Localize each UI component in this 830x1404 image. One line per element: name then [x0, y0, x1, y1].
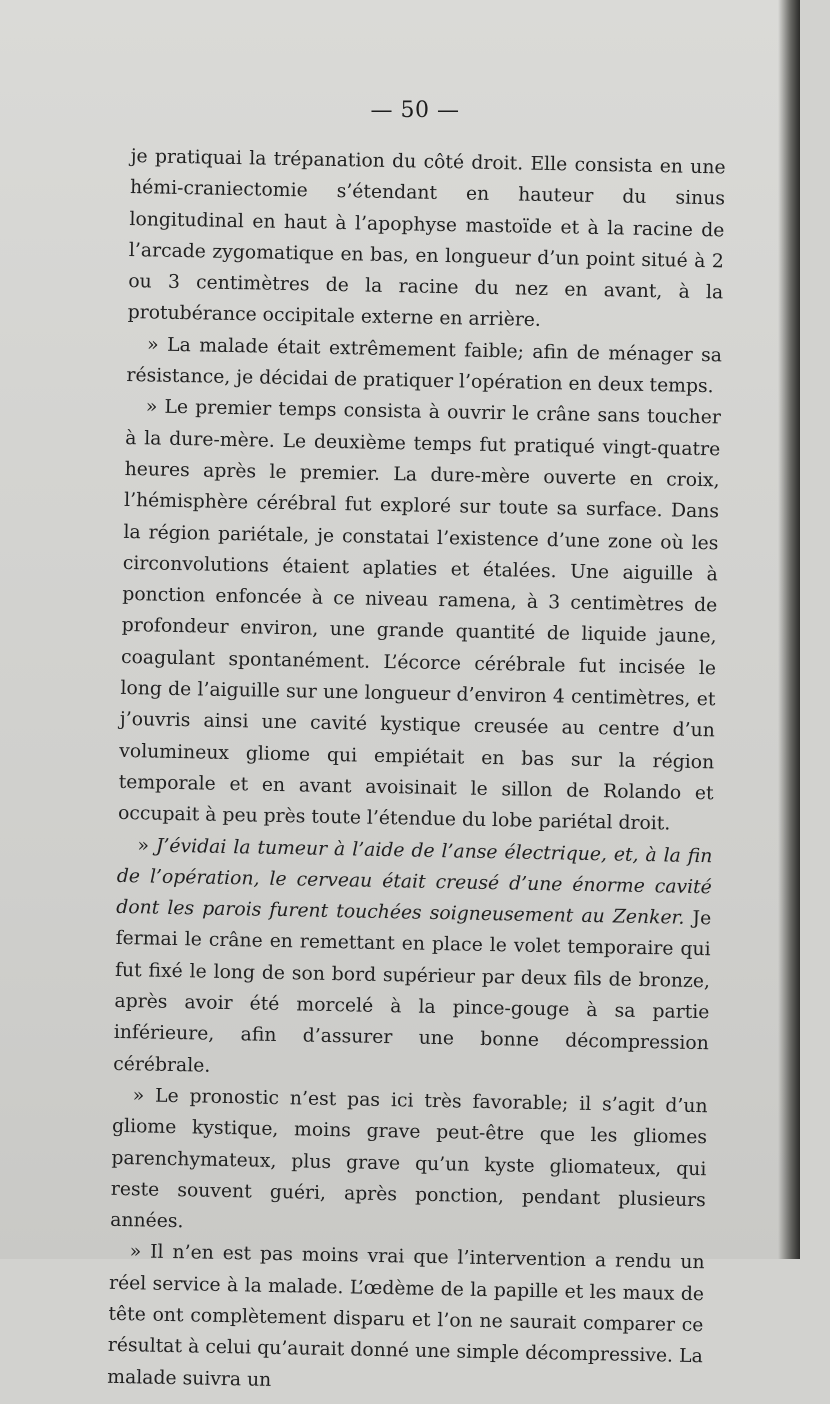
paragraph-4: [113, 829, 713, 1091]
paragraph-2: » La malade était extrêmement faible; afin de ménager sa résistance, je décidai de pratiquer l’opération en deux temps.: [126, 334, 723, 398]
page-edge-shadow: [778, 0, 800, 1259]
paragraph-6: » Il n’en est pas moins vrai que l’intervention a rendu un réel service à la malade. L’œdème de la papille et les maux de tête ont complètement disparu et l’on ne saurait comparer ce résultat à celui qu’aurait donné une simple décompressive. La malade suivra un: [107, 1241, 705, 1391]
paragraph-3: » Le premier temps consista à ouvrir le crâne sans toucher à la dure-mère. Le deuxième temps fut pratiqué vingt-quatre heures après le premier. La dure-mère ouverte en croix, l’hémisphère cérébral fut exploré sur toute sa surface. Dans la région pariétale, je constatai l’existence d’une zone où les circonvolutions étaient aplaties et étalées. Une aiguille à ponction enfoncée à ce niveau ramena, à 3 centimètres de profondeur environ, une grande quantité de liquide jaune, coagulant spontanément. L’écorce cérébrale fut incisée le long de l’aiguille sur une longueur d’environ 4 centimètres, et j’ouvris ainsi une cavité kystique creusée au centre d’un volumineux gliome qui empiétait en bas sur la région temporale et en avant avoisinait le sillon de Rolando et occupait à peu près toute l’étendue du lobe pariétal droit.: [117, 396, 721, 835]
body-text: [107, 141, 726, 1404]
paragraph-4-rest: Je fermai le crâne en remettant en place le volet temporaire qui fut fixé le long de son bord supérieur par deux fils de bronze, après avoir été morcelé à la pince-gouge à sa partie inférieure, afin d’assurer une bonne décompression cérébrale.: [113, 907, 712, 1077]
paragraph-4-prefix: »: [137, 834, 157, 857]
paragraph-1: je pratiquai la trépanation du côté droit. Elle consista en une hémi-craniectomie s’étendant en hauteur du sinus longitudinal en haut à l’apophyse mastoïde et à la racine de l’arcade zygomatique en bas, en longueur d’un point situé à 2 ou 3 centimètres de la racine du nez en avant, à la protubérance occipitale externe en arrière.: [127, 145, 726, 332]
paragraph-4-italic: J’évidai la tumeur à l’aide de l’anse électrique, et, à la fin de l’opération, le cerveau était creusé d’une énorme cavité dont les parois furent touchées soigneusement au Zenker.: [116, 835, 713, 929]
page-number: — 50 —: [370, 98, 460, 123]
paragraph-5: » Le pronostic n’est pas ici très favorable; il s’agit d’un gliome kystique, moins grave peut-être que les gliomes parenchymateux, plus grave qu’un kyste gliomateux, qui reste souvent guéri, après ponction, pendant plusieurs années.: [110, 1085, 708, 1233]
